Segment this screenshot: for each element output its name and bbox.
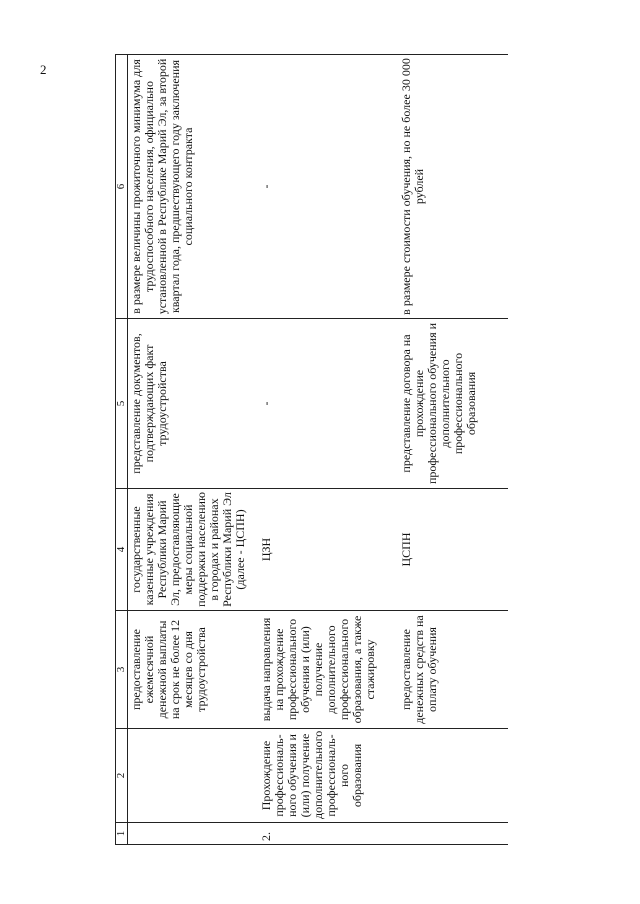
row-name <box>398 729 508 823</box>
row-number: 2. <box>258 823 398 845</box>
row-name <box>128 729 258 823</box>
row-amount: в размере стоимости обучения, но не более 30 000 рублей <box>398 55 508 319</box>
row-name: Прохождение профессиональ-ного обучения и (или) получение дополнительного профессиональ-ного образования <box>258 729 398 823</box>
row-measure: предоставление ежемесячной денежной выплаты на срок не более 12 месяцев со дня трудоустройства <box>128 611 258 729</box>
row-executor: государственные казенные учреждения Республики Марий Эл, предоставляющие меры социальной поддержки населению в городах и районах Республики Марий Эл (далее - ЦСПН) <box>128 489 258 611</box>
table-row <box>398 55 508 845</box>
measures-table <box>115 54 508 845</box>
column-number-header <box>116 55 128 845</box>
row-executor: ЦЗН <box>258 489 398 611</box>
row-condition: представление документов, подтверждающих факт трудоустройства <box>128 319 258 489</box>
header-col-1: 1 <box>116 823 128 845</box>
page-number: 2 <box>40 62 47 77</box>
header-col-4: 4 <box>116 489 128 611</box>
rotated-table-block <box>115 55 515 845</box>
row-executor: ЦСПН <box>398 489 508 611</box>
table-row <box>128 55 258 845</box>
header-col-2: 2 <box>116 729 128 823</box>
row-number <box>128 823 258 845</box>
row-measure: предоставление денежных средств на оплату обучения <box>398 611 508 729</box>
table-row <box>258 55 398 845</box>
header-col-3: 3 <box>116 611 128 729</box>
row-amount: - <box>258 55 398 319</box>
row-number <box>398 823 508 845</box>
row-condition: представление договора на прохождение профессионального обучения и дополнительного профессионального образования <box>398 319 508 489</box>
header-col-6: 6 <box>116 55 128 319</box>
row-amount: в размере величины прожиточного минимума для трудоспособного населения, официально установленной в Республике Марий Эл, за второй квартал года, предшествующего году заключения социального контракта <box>128 55 258 319</box>
row-measure: выдача направления на прохождение профессионального обучения и (или) получение дополнительного профессионального образования, а также стажировку <box>258 611 398 729</box>
row-condition: - <box>258 319 398 489</box>
header-col-5: 5 <box>116 319 128 489</box>
